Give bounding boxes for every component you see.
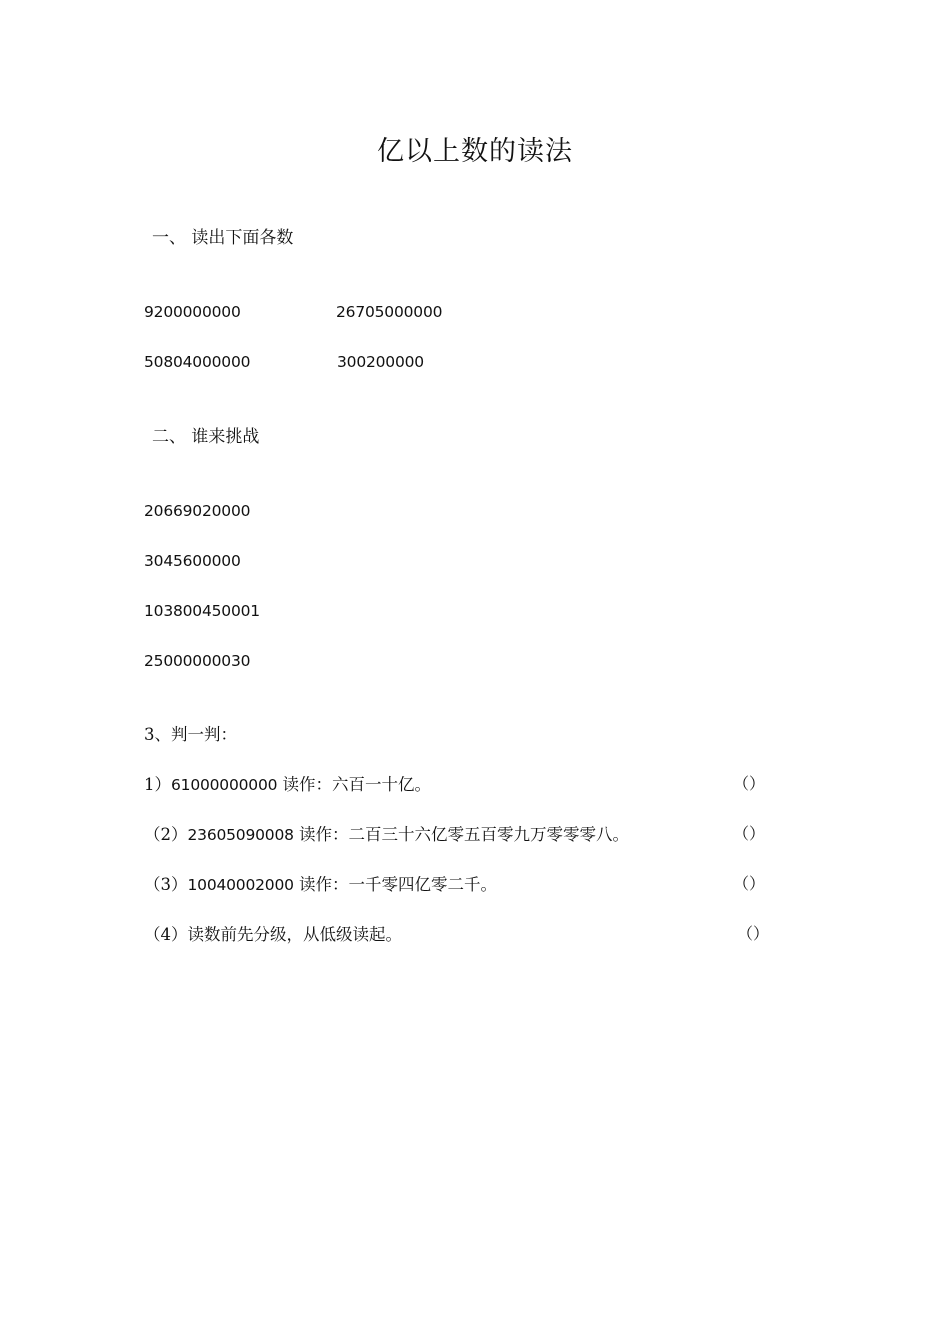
section-2-number: 20669020000 — [144, 502, 251, 520]
item-prefix: （3） — [144, 875, 188, 894]
section-2-number: 25000000030 — [144, 652, 251, 670]
section-1-number: 26705000000 — [336, 303, 443, 321]
item-prefix: （2） — [144, 825, 188, 844]
item-prefix: 1） — [144, 775, 171, 794]
section-3-heading: 3、判一判： — [144, 725, 237, 744]
section-2-number: 103800450001 — [144, 602, 260, 620]
item-number: 10040002000 — [187, 876, 294, 894]
answer-parentheses[interactable]: （） — [733, 824, 766, 843]
answer-parentheses[interactable]: （） — [733, 774, 766, 793]
answer-parentheses[interactable]: （） — [733, 874, 766, 893]
section-2-number: 3045600000 — [144, 552, 241, 570]
item-text: 读作：一千零四亿零二千。 — [299, 875, 498, 894]
item-prefix: （4） — [144, 925, 188, 944]
section-1-number: 50804000000 — [144, 353, 251, 371]
section-1-heading: 一、 读出下面各数 — [152, 228, 294, 248]
page-title: 亿以上数的读法 — [377, 136, 573, 167]
item-text: 读作：六百一十亿。 — [282, 775, 432, 794]
judgement-item — [144, 923, 402, 947]
section-1-number: 300200000 — [337, 353, 424, 371]
judgement-item — [144, 873, 497, 897]
item-text: 读作：二百三十六亿零五百零九万零零零八。 — [299, 825, 630, 844]
judgement-item — [144, 823, 629, 847]
judgement-item — [144, 773, 431, 797]
item-number: 23605090008 — [187, 826, 294, 844]
item-text: 读数前先分级，从低级读起。 — [187, 925, 402, 944]
section-1-number: 9200000000 — [144, 303, 241, 321]
item-number: 61000000000 — [171, 776, 278, 794]
section-2-heading: 二、 谁来挑战 — [152, 427, 260, 447]
answer-parentheses[interactable]: （） — [737, 924, 770, 943]
